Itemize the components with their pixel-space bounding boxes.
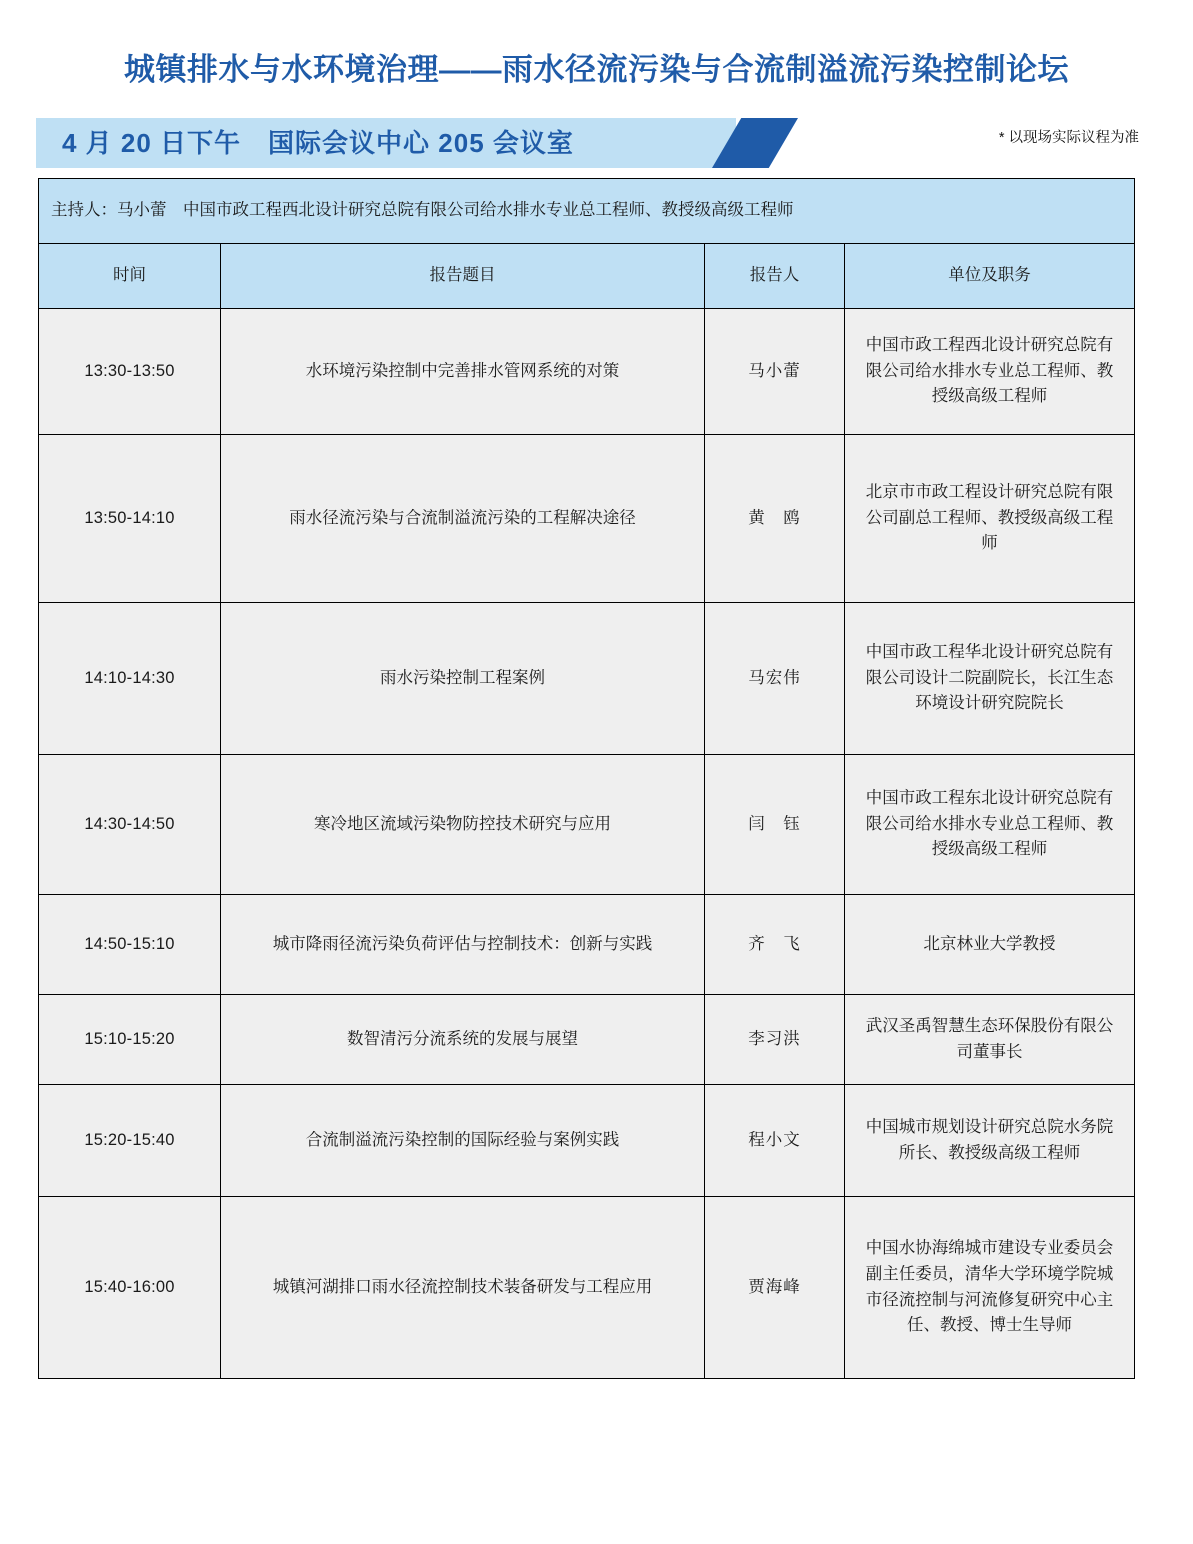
cell-speaker: 李习洪	[705, 995, 845, 1085]
cell-org: 中国市政工程东北设计研究总院有限公司给水排水专业总工程师、教授级高级工程师	[845, 755, 1135, 895]
cell-topic: 城镇河湖排口雨水径流控制技术装备研发与工程应用	[221, 1197, 705, 1379]
cell-topic: 数智清污分流系统的发展与展望	[221, 995, 705, 1085]
cell-speaker: 齐 飞	[705, 895, 845, 995]
cell-time: 15:10-15:20	[39, 995, 221, 1085]
table-row	[39, 435, 1135, 603]
cell-org: 中国水协海绵城市建设专业委员会副主任委员，清华大学环境学院城市径流控制与河流修复研究中心主任、教授、博士生导师	[845, 1197, 1135, 1379]
cell-time: 15:40-16:00	[39, 1197, 221, 1379]
cell-org: 武汉圣禹智慧生态环保股份有限公司董事长	[845, 995, 1135, 1085]
column-header-time: 时间	[39, 244, 221, 309]
cell-topic: 城市降雨径流污染负荷评估与控制技术：创新与实践	[221, 895, 705, 995]
cell-speaker: 闫 钰	[705, 755, 845, 895]
host-label: 主持人：马小蕾 中国市政工程西北设计研究总院有限公司给水排水专业总工程师、教授级高级工程师	[39, 179, 1135, 244]
table-row	[39, 1085, 1135, 1197]
cell-speaker: 贾海峰	[705, 1197, 845, 1379]
cell-time: 15:20-15:40	[39, 1085, 221, 1197]
cell-topic: 水环境污染控制中完善排水管网系统的对策	[221, 309, 705, 435]
cell-topic: 雨水径流污染与合流制溢流污染的工程解决途径	[221, 435, 705, 603]
session-banner	[36, 118, 796, 168]
host-row	[39, 179, 1135, 244]
cell-org: 中国市政工程华北设计研究总院有限公司设计二院副院长，长江生态环境设计研究院院长	[845, 603, 1135, 755]
table-row	[39, 995, 1135, 1085]
table-row	[39, 603, 1135, 755]
table-row	[39, 1197, 1135, 1379]
column-header-topic: 报告题目	[221, 244, 705, 309]
table-row	[39, 309, 1135, 435]
agenda-footnote: * 以现场实际议程为准	[998, 130, 1139, 146]
cell-time: 13:30-13:50	[39, 309, 221, 435]
cell-speaker: 程小文	[705, 1085, 845, 1197]
cell-topic: 寒冷地区流域污染物防控技术研究与应用	[221, 755, 705, 895]
cell-speaker: 马小蕾	[705, 309, 845, 435]
cell-time: 14:10-14:30	[39, 603, 221, 755]
cell-topic: 雨水污染控制工程案例	[221, 603, 705, 755]
cell-speaker: 马宏伟	[705, 603, 845, 755]
column-header-speaker: 报告人	[705, 244, 845, 309]
banner-label: 4 月 20 日下午 国际会议中心 205 会议室	[62, 128, 574, 158]
cell-time: 14:30-14:50	[39, 755, 221, 895]
cell-org: 北京市市政工程设计研究总院有限公司副总工程师、教授级高级工程师	[845, 435, 1135, 603]
cell-org: 中国城市规划设计研究总院水务院所长、教授级高级工程师	[845, 1085, 1135, 1197]
column-header-org: 单位及职务	[845, 244, 1135, 309]
page-title: 城镇排水与水环境治理——雨水径流污染与合流制溢流污染控制论坛	[124, 52, 1069, 87]
table-row	[39, 755, 1135, 895]
agenda-table	[38, 178, 1135, 1379]
cell-time: 14:50-15:10	[39, 895, 221, 995]
cell-org: 中国市政工程西北设计研究总院有限公司给水排水专业总工程师、教授级高级工程师	[845, 309, 1135, 435]
table-row	[39, 895, 1135, 995]
cell-topic: 合流制溢流污染控制的国际经验与案例实践	[221, 1085, 705, 1197]
table-header-row	[39, 244, 1135, 309]
cell-time: 13:50-14:10	[39, 435, 221, 603]
cell-speaker: 黄 鸥	[705, 435, 845, 603]
cell-org: 北京林业大学教授	[845, 895, 1135, 995]
